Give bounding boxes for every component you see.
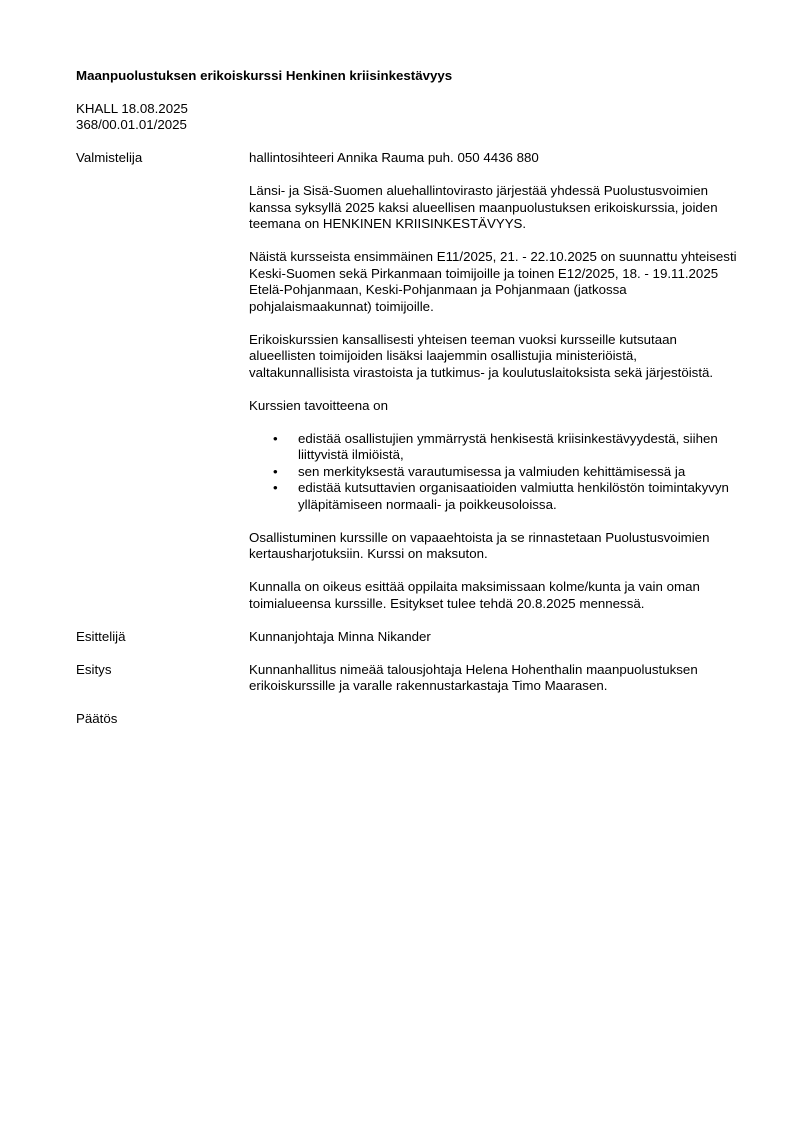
section-body-esitys [249,662,739,695]
list-item [249,480,739,513]
list-item-text: sen merkityksestä varautumisessa ja valmiuden kehittämisessä ja [298,463,686,479]
meeting-reference: KHALL 18.08.2025 [76,100,188,116]
presenter-name: Kunnanjohtaja Minna Nikander [249,628,431,644]
document-meta [76,101,736,134]
case-number: 368/00.01.01/2025 [76,117,187,132]
section-label-esitys: Esitys [76,661,112,677]
section-valmistelija [76,150,736,612]
section-body-paatos [249,711,739,728]
proposal-text: Kunnanhallitus nimeää talousjohtaja Helena Hohenthalin maanpuolustuksen erikoiskurssille ja varalle rakennustarkastaja Timo Maarasen. [249,661,698,693]
section-label-paatos: Päätös [76,711,118,726]
bullet-icon: • [273,430,278,446]
section-esitys [76,662,736,695]
preparer-contact: hallintosihteeri Annika Rauma puh. 050 4436 880 [249,150,539,165]
section-label-esittelija: Esittelijä [76,628,126,644]
paragraph: Erikoiskurssien kansallisesti yhteisen teeman vuoksi kursseille kutsutaan alueellisten toimijoiden lisäksi laajemmin osallistujia ministeriöistä, valtakunnallisista virastoista ja tutkimus- ja koulutuslaitoksista sekä järjestöistä. [249,331,714,380]
document-title: Maanpuolustuksen erikoiskurssi Henkinen kriisinkestävyys [76,68,453,83]
section-body-esittelija [249,629,739,646]
section-paatos [76,711,736,728]
bullet-icon: • [273,463,278,479]
paragraph: Näistä kursseista ensimmäinen E11/2025, 21. - 22.10.2025 on suunnattu yhteisesti Keski-Suomen sekä Pirkanmaan toimijoille ja toinen E12/2025, 18. - 19.11.2025 Etelä-Pohjanmaan, Keski-Pohjanmaan ja Pohjanmaan (jatkossa pohjalaismaakunnat) toimijoille. [249,249,737,314]
section-esittelija [76,629,736,646]
section-body-valmistelija [249,150,739,612]
paragraph: Kurssien tavoitteena on [249,397,388,413]
paragraph: Länsi- ja Sisä-Suomen aluehallintovirasto järjestää yhdessä Puolustusvoimien kanssa syksyllä 2025 kaksi alueellisen maanpuolustuksen erikoiskurssia, joiden teemana on HENKINEN KRIISINKESTÄVYYS. [249,183,718,231]
goals-list [249,431,739,514]
paragraph: Osallistuminen kurssille on vapaaehtoista ja se rinnastetaan Puolustusvoimien kertausharjotuksiin. Kurssi on maksuton. [249,529,710,561]
list-item [249,431,739,464]
bullet-icon: • [273,480,278,495]
list-item-text: edistää kutsuttavien organisaatioiden valmiutta henkilöstön toimintakyvyn ylläpitämiseen normaali- ja poikkeusoloissa. [298,480,729,512]
document-page [76,68,736,744]
list-item [249,464,739,481]
section-label-valmistelija: Valmistelija [76,150,143,165]
list-item-text: edistää osallistujien ymmärrystä henkisestä kriisinkestävyydestä, siihen liittyvistä ilmiöistä, [298,430,718,462]
paragraph: Kunnalla on oikeus esittää oppilaita maksimissaan kolme/kunta ja vain oman toimialueensa kurssille. Esitykset tulee tehdä 20.8.2025 mennessä. [249,579,700,611]
